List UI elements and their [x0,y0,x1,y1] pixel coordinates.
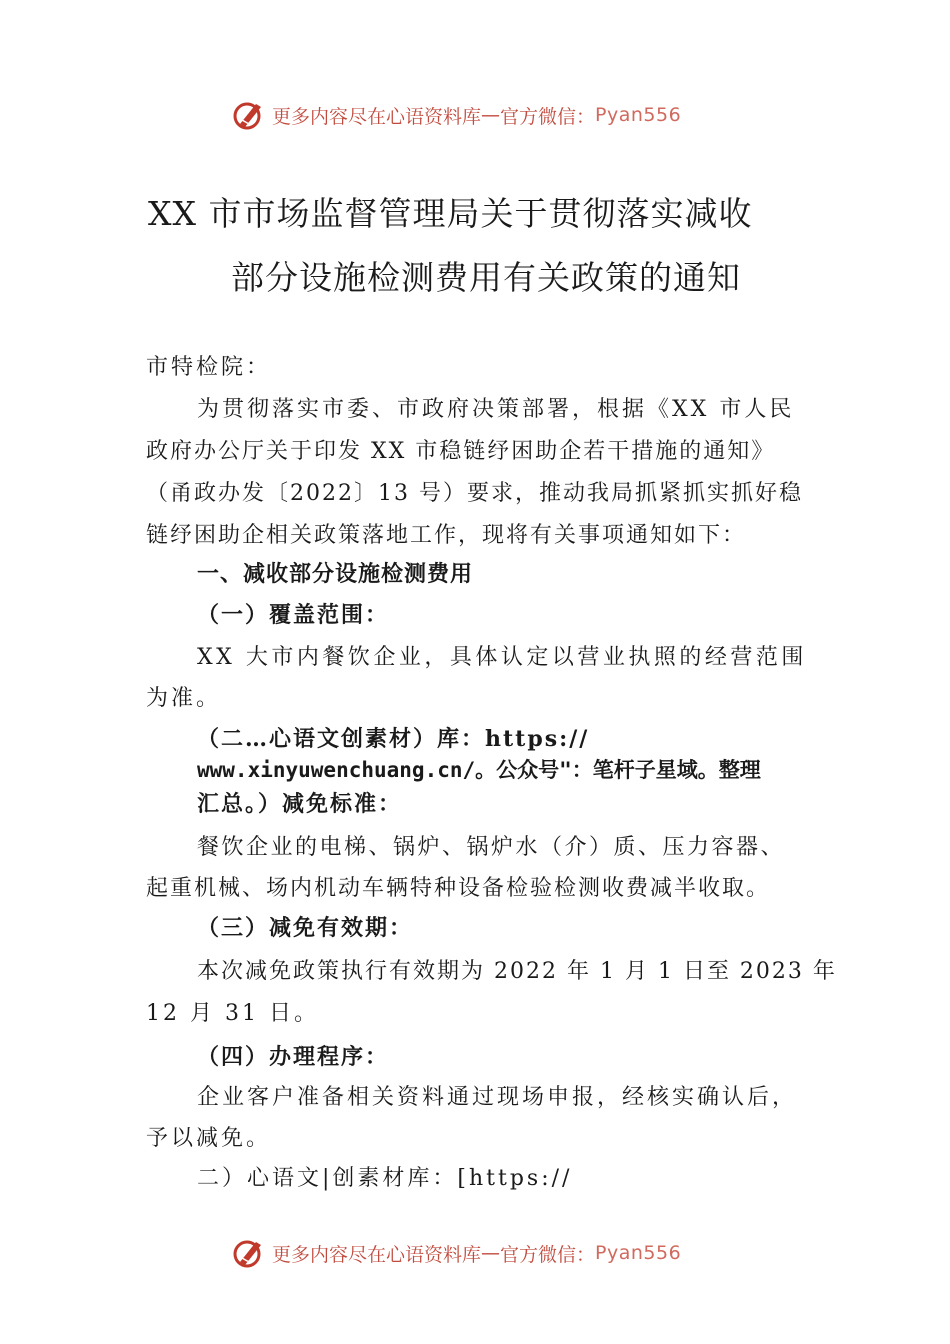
sub-3-heading: （三）减免有效期： [197,915,414,941]
intro-line-1: 为贯彻落实市委、市政府决策部署，根据《XX 市人民 [197,397,795,422]
section-1-heading: 一、减收部分设施检测费用 [197,561,474,587]
sub-2-heading-line-2: www.xinyuwenchuang.cn/。公众号"：笔杆子星域。整理 [197,758,761,782]
pen-logo-icon [232,1236,266,1270]
sub-2-heading-line-3: 汇总。）减免标准： [197,791,403,817]
sub-2-line-1: 餐饮企业的电梯、锅炉、锅炉水（介）质、压力容器、 [197,835,786,860]
watermark-banner-bottom [232,1233,752,1273]
sub-1-line-1: XX 大市内餐饮企业，具体认定以营业执照的经营范围 [197,645,807,670]
sub-2-line-2: 起重机械、场内机动车辆特种设备检验检测收费减半收取。 [146,876,771,901]
watermark-banner-top [232,95,752,135]
recipient: 市特检院： [146,355,272,380]
sub-4-line-1: 企业客户准备相关资料通过现场申报，经核实确认后， [197,1085,798,1110]
sub-4-heading: （四）办理程序： [197,1044,390,1070]
watermark-wechat-label: 官方微信： [500,1243,596,1266]
pen-logo-icon [232,98,266,132]
trailing-text: 二）心语文|创素材库：[https:// [197,1166,573,1191]
sub-3-line-2: 12 月 31 日。 [146,1001,319,1026]
sub-1-heading: （一）覆盖范围： [197,602,390,628]
watermark-account: Pyan556 [595,1242,682,1264]
sub-3-line-1: 本次减免政策执行有效期为 2022 年 1 月 1 日至 2023 年 [197,959,837,984]
intro-line-2: 政府办公厅关于印发 XX 市稳链纾困助企若干措施的通知》 [146,439,776,464]
document-title-line-2: 部分设施检测费用有关政策的通知 [231,258,741,297]
document-title-line-1: XX 市市场监督管理局关于贯彻落实减收 [148,194,753,233]
watermark-text: 更多内容尽在心语资料库 [272,1243,482,1266]
watermark-separator: — [481,104,501,126]
watermark-wechat-label: 官方微信： [500,105,596,128]
intro-line-3: （甬政办发〔2022〕13 号）要求，推动我局抓紧抓实抓好稳 [146,481,803,506]
watermark-account: Pyan556 [595,104,682,126]
watermark-text: 更多内容尽在心语资料库 [272,105,482,128]
intro-line-4: 链纾困助企相关政策落地工作，现将有关事项通知如下： [146,523,747,548]
watermark-separator: — [481,1242,501,1264]
sub-1-line-2: 为准。 [146,686,222,711]
sub-2-heading-line-1: （二…心语文创素材）库：https:// [197,726,590,752]
sub-4-line-2: 予以减免。 [146,1126,272,1151]
trailing-line [197,1161,572,1192]
